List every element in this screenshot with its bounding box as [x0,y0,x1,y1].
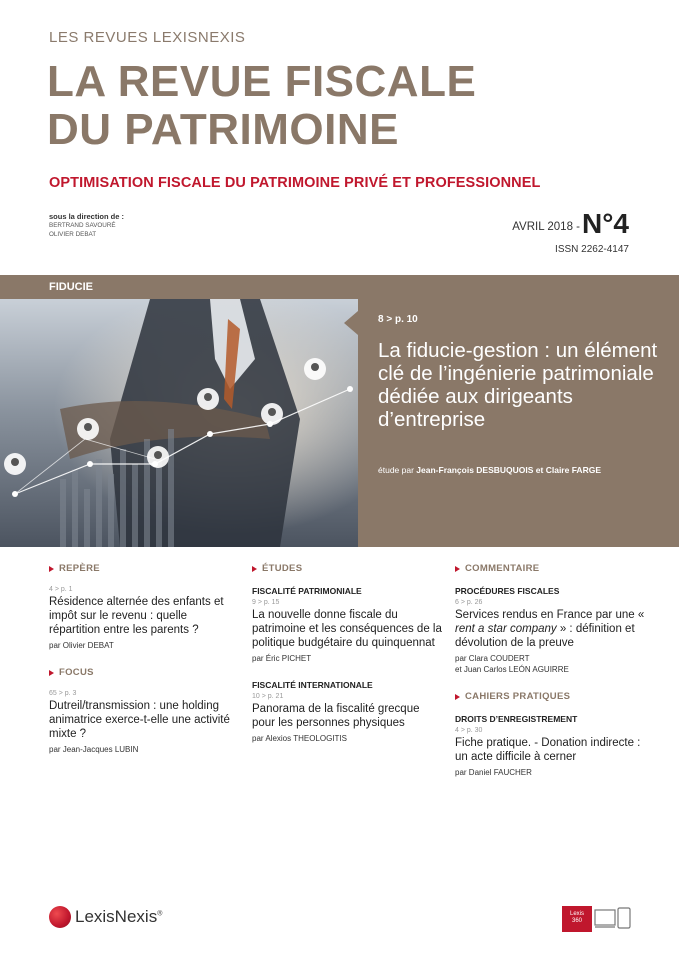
etude-block[interactable] [252,586,442,664]
section-header: FOCUS [49,667,239,678]
etude-block[interactable] [252,680,442,744]
issue-date: AVRIL 2018 - [512,221,580,233]
location-pin-icon [147,446,169,468]
article-category: DROITS D’ENREGISTREMENT [455,714,578,724]
lexis360-badge[interactable]: Lexis 360 [562,906,592,932]
article-author: par Éric PICHET [252,654,312,663]
triangle-bullet-icon [455,694,460,700]
devices-icon [594,906,632,932]
cover-photo [0,299,358,547]
article-author: par Olivier DEBAT [49,641,114,650]
article-author: par Clara COUDERT [455,654,530,663]
section-header: COMMENTAIRE [455,563,645,574]
lexisnexis-globe-icon [49,906,71,928]
business-network-illustration [0,299,358,547]
director-name: OLIVIER DEBAT [49,231,97,238]
feature-page-ref: 8 > p. 10 [378,314,418,325]
focus-block[interactable] [49,667,239,755]
location-pin-icon [4,453,26,475]
article-title[interactable]: Fiche pratique. - Donation indirecte : un acte difficile à cerner [455,737,641,763]
lexisnexis-logo[interactable] [49,906,162,928]
section-header: ÉTUDES [252,563,442,574]
article-title[interactable]: La nouvelle donne fiscale du patrimoine et les conséquences de la politique budgétaire du quinquennat [252,609,442,649]
column-left [49,563,239,771]
byline-authors: Jean-François DESBUQUOIS et Claire FARGE [416,465,601,475]
direction-label: sous la direction de : [49,212,125,221]
section-header: CAHIERS PRATIQUES [455,691,645,702]
editorial-direction [49,212,124,239]
triangle-bullet-icon [252,566,257,572]
page-ref: 4 > p. 30 [455,727,483,734]
journal-title [47,58,476,154]
article-author: par Alexios THEOLOGITIS [252,734,347,743]
issue-info [512,210,629,255]
repere-block[interactable] [49,563,239,651]
article-title[interactable]: Dutreil/transmission : une holding animatrice exerce-t-elle une activité mixte ? [49,700,230,740]
location-pin-icon [77,418,99,440]
cahiers-block[interactable] [455,691,645,778]
location-pin-icon [304,358,326,380]
triangle-bullet-icon [49,670,54,676]
article-category: FISCALITÉ INTERNATIONALE [252,680,373,690]
article-author: par Jean-Jacques LUBIN [49,745,139,754]
triangle-bullet-icon [455,566,460,572]
article-category: PROCÉDURES FISCALES [455,586,560,596]
article-title[interactable]: Panorama de la fiscalité grecque pour les personnes physiques [252,703,420,729]
article-author: par Daniel FAUCHER [455,768,532,777]
page-ref: 9 > p. 15 [252,599,280,606]
column-middle [252,563,442,760]
location-pin-icon [261,403,283,425]
article-author: et Juan Carlos LEÓN AGUIRRE [455,665,569,674]
location-pin-icon [197,388,219,410]
page-ref: 4 > p. 1 [49,586,73,593]
article-category: FISCALITÉ PATRIMONIALE [252,586,362,596]
page-ref: 65 > p. 3 [49,690,77,697]
byline-prefix: étude par [378,465,414,475]
issue-number: N°4 [582,208,629,239]
column-right [455,563,645,794]
rubric-label: FIDUCIE [49,281,93,293]
journal-subtitle: OPTIMISATION FISCALE DU PATRIMOINE PRIVÉ ET PROFESSIONNEL [49,175,541,191]
series-name: LES REVUES LEXISNEXIS [49,29,246,46]
director-name: BERTRAND SAVOURÉ [49,222,116,229]
issn: ISSN 2262-4147 [555,244,629,255]
article-title[interactable]: Résidence alternée des enfants et impôt sur le revenu : quelle répartition entre les parents ? [49,596,224,636]
rubric-strip [0,275,358,299]
journal-title-line1: LA REVUE FISCALE [47,57,477,106]
photo-notch [344,311,358,335]
triangle-bullet-icon [49,566,54,572]
logo-wordmark: LexisNexis® [75,907,163,926]
cover-feature[interactable] [0,275,679,547]
page-ref: 6 > p. 26 [455,599,483,606]
feature-byline [378,465,601,475]
article-title[interactable]: Services rendus en France par une « rent a star company » : définition et dévolution de la preuve [455,609,645,649]
section-header: REPÈRE [49,563,239,574]
commentaire-block[interactable] [455,563,645,675]
page-ref: 10 > p. 21 [252,693,284,700]
feature-headline[interactable]: La fiducie-gestion : un élément clé de l’ingénierie patrimoniale dédiée aux dirigeants d’entreprise [378,339,658,431]
journal-title-line2: DU PATRIMOINE [47,105,399,154]
